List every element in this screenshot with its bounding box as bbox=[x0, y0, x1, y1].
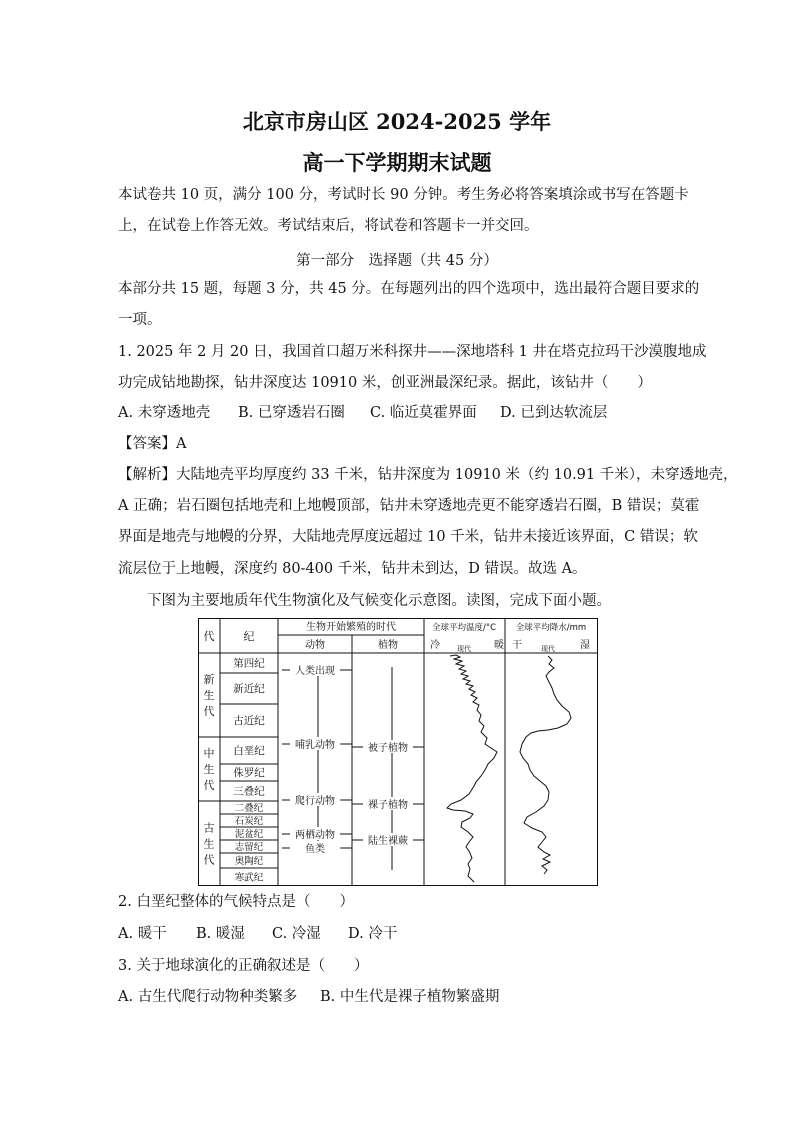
period-label: 泥盆纪 bbox=[234, 829, 264, 840]
era-label-char: 生 bbox=[203, 689, 215, 702]
era-label-char: 古 bbox=[203, 821, 215, 835]
q3-stem: 3. 关于地球演化的正确叙述是（ ） bbox=[118, 958, 369, 974]
temp-warm: 暖 bbox=[494, 640, 504, 651]
header-era: 代 bbox=[203, 630, 215, 643]
q2-stem: 2. 白垩纪整体的气候特点是（ ） bbox=[118, 894, 354, 910]
era-label-char: 中 bbox=[203, 747, 215, 760]
temp-cold: 冷 bbox=[430, 640, 440, 651]
period-label: 二叠纪 bbox=[234, 803, 264, 814]
q1-option-d: D. 已到达软流层 bbox=[500, 405, 608, 421]
header-precip: 全球平均降水/mm bbox=[515, 623, 587, 633]
period-label: 三叠纪 bbox=[233, 785, 265, 798]
temperature-curve bbox=[447, 655, 497, 882]
q1-analysis-line-4: 流层位于上地幔，深度约 80-400 千米，钻井未到达，D 错误。故选 A。 bbox=[118, 561, 587, 577]
precip-wet: 湿 bbox=[580, 640, 590, 651]
q1-analysis-line-1: 【解析】大陆地壳平均厚度约 33 千米，钻井深度为 10910 米（约 10.91 千米），未穿透地壳， bbox=[118, 467, 738, 483]
era-label-char: 生 bbox=[203, 763, 215, 776]
period-label: 古近纪 bbox=[233, 715, 265, 727]
header-period: 纪 bbox=[243, 630, 255, 643]
section-intro-line-2: 一项。 bbox=[118, 312, 162, 328]
q1-option-a: A. 未穿透地壳 bbox=[118, 405, 211, 421]
geologic-diagram bbox=[198, 618, 598, 888]
temp-now: 现代 bbox=[457, 645, 471, 653]
era-label-char: 生 bbox=[203, 837, 215, 851]
animal-label: 爬行动物 bbox=[295, 796, 335, 807]
header-bio: 生物开始繁殖的时代 bbox=[306, 622, 396, 633]
animal-label: 人类出现 bbox=[295, 666, 335, 677]
plant-label: 裸子植物 bbox=[368, 800, 408, 811]
era-label-char: 代 bbox=[203, 705, 215, 718]
q1-analysis-line-3: 界面是地壳与地幔的分界，大陆地壳厚度远超过 10 千米，钻井未接近该界面，C 错误；软 bbox=[118, 529, 698, 545]
figure-intro: 下图为主要地质年代生物演化及气候变化示意图。读图，完成下面小题。 bbox=[147, 593, 611, 609]
q2-option-b: B. 暖湿 bbox=[196, 926, 245, 942]
period-label: 志留纪 bbox=[234, 842, 264, 853]
q2-options bbox=[118, 926, 678, 942]
era-label-char: 新 bbox=[203, 673, 215, 686]
q2-option-c: C. 冷湿 bbox=[272, 926, 321, 942]
period-label: 寒武纪 bbox=[234, 872, 264, 884]
period-label: 第四纪 bbox=[233, 657, 265, 670]
plant-label: 被子植物 bbox=[368, 743, 408, 754]
q3-option-a: A. 古生代爬行动物种类繁多 bbox=[118, 989, 298, 1005]
intro-line-2: 上，在试卷上作答无效。考试结束后，将试卷和答题卡一并交回。 bbox=[118, 218, 539, 234]
q1-answer: 【答案】A bbox=[118, 436, 187, 452]
q3-options bbox=[118, 989, 678, 1005]
q1-option-b: B. 已穿透岩石圈 bbox=[238, 405, 345, 421]
period-label: 新近纪 bbox=[233, 683, 265, 695]
period-label: 奥陶纪 bbox=[234, 856, 264, 867]
section-intro-line-1: 本部分共 15 题，每题 3 分，共 45 分。在每题列出的四个选项中，选出最符合题目要求的 bbox=[118, 281, 700, 297]
animal-label: 哺乳动物 bbox=[295, 740, 335, 751]
title-line-1: 北京市房山区 2024-2025 学年 bbox=[242, 109, 552, 134]
animal-label: 鱼类 bbox=[305, 844, 325, 855]
q1-option-c: C. 临近莫霍界面 bbox=[370, 405, 477, 421]
era-label-char: 代 bbox=[203, 779, 215, 792]
q1-stem-line-1: 1. 2025 年 2 月 20 日，我国首口超万米科探井——深地塔科 1 井在塔克拉玛干沙漠腹地成 bbox=[118, 344, 707, 360]
intro-line-1: 本试卷共 10 页，满分 100 分，考试时长 90 分钟。考生务必将答案填涂或书写在答题卡 bbox=[118, 187, 689, 203]
period-label: 石炭纪 bbox=[234, 816, 264, 827]
q2-option-d: D. 冷干 bbox=[348, 926, 398, 942]
animal-label: 两栖动物 bbox=[295, 830, 335, 841]
precipitation-curve bbox=[520, 656, 571, 874]
precip-dry: 干 bbox=[512, 640, 522, 651]
q1-options bbox=[118, 405, 678, 421]
precip-now: 现代 bbox=[541, 645, 555, 653]
q2-option-a: A. 暖干 bbox=[118, 926, 167, 942]
section-title: 第一部分 选择题（共 45 分） bbox=[296, 253, 498, 269]
plant-label: 陆生裸蕨 bbox=[368, 836, 408, 847]
q1-analysis-line-2: A 正确；岩石圈包括地壳和上地幔顶部，钻井未穿透地壳更不能穿透岩石圈，B 错误；莫霍 bbox=[118, 498, 700, 514]
q3-option-b: B. 中生代是裸子植物繁盛期 bbox=[320, 989, 500, 1005]
q1-stem-line-2: 功完成钻地勘探，钻井深度达 10910 米，创亚洲最深纪录。据此，该钻井（ ） bbox=[118, 375, 652, 391]
header-plant: 植物 bbox=[378, 640, 398, 651]
header-animal: 动物 bbox=[305, 640, 325, 651]
period-label: 侏罗纪 bbox=[233, 767, 265, 779]
title-line-2: 高一下学期期末试题 bbox=[302, 150, 492, 175]
era-label-char: 代 bbox=[203, 853, 215, 867]
header-temp: 全球平均温度/°C bbox=[431, 623, 497, 633]
period-label: 白垩纪 bbox=[233, 745, 265, 757]
